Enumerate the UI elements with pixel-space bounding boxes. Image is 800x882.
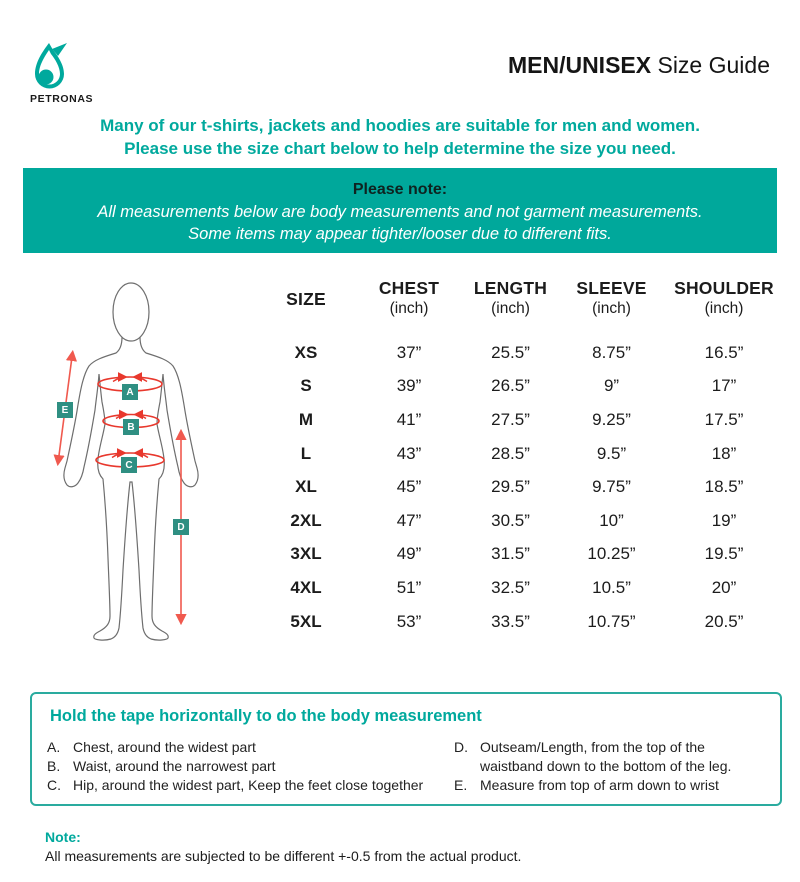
measurement-instructions-box bbox=[30, 692, 782, 806]
list-item: E. Measure from top of arm down to wrist bbox=[454, 777, 719, 793]
petronas-logo-icon bbox=[33, 42, 69, 92]
instructions-left-column bbox=[47, 738, 454, 795]
footnote-text: All measurements are subjected to be different +-0.5 from the actual product. bbox=[45, 848, 522, 864]
table-row: 5XL 53” 33.5” 10.75” 20.5” bbox=[290, 611, 744, 631]
intro-line-2: Please use the size chart below to help determine the size you need. bbox=[124, 139, 676, 158]
label-d-outseam: D bbox=[173, 519, 189, 535]
col-header-chest: CHEST (inch) bbox=[378, 278, 440, 317]
page-title-category: MEN/UNISEX bbox=[507, 52, 652, 78]
col-header-length: LENGTH (inch) bbox=[473, 278, 548, 317]
notice-title: Please note: bbox=[352, 181, 448, 198]
table-row: 4XL 51” 32.5” 10.5” 20” bbox=[290, 577, 737, 597]
footnote-label: Note: bbox=[45, 829, 81, 845]
table-row: M 41” 27.5” 9.25” 17.5” bbox=[298, 409, 744, 429]
label-a-chest: A bbox=[122, 384, 138, 400]
col-header-sleeve: SLEEVE (inch) bbox=[576, 278, 647, 317]
notice-banner bbox=[23, 168, 777, 253]
label-b-waist: B bbox=[123, 419, 139, 435]
intro-line-1: Many of our t-shirts, jackets and hoodies are suitable for men and women. bbox=[100, 116, 700, 135]
table-row: 2XL 47” 30.5” 10” 19” bbox=[290, 510, 737, 530]
notice-line-1: All measurements below are body measurements and not garment measurements. bbox=[97, 203, 703, 221]
intro-text bbox=[0, 114, 800, 160]
table-row: S 39” 26.5” 9” 17” bbox=[300, 376, 737, 396]
list-item: D. Outseam/Length, from the top of the waistband down to the bottom of the leg. bbox=[454, 739, 732, 774]
label-c-hip: C bbox=[121, 457, 137, 473]
list-item: C. Hip, around the widest part, Keep the feet close together bbox=[47, 777, 424, 793]
label-e-sleeve: E bbox=[57, 402, 73, 418]
instructions-title: Hold the tape horizontally to do the body measurement bbox=[50, 707, 482, 725]
page-title bbox=[508, 52, 770, 79]
table-row: XL 45” 29.5” 9.75” 18.5” bbox=[295, 477, 744, 497]
list-item: A. Chest, around the widest part bbox=[47, 739, 256, 755]
footnote bbox=[45, 828, 521, 866]
size-table-body bbox=[255, 336, 785, 638]
brand-name: PETRONAS bbox=[30, 93, 94, 105]
table-row: XS 37” 25.5” 8.75” 16.5” bbox=[294, 342, 744, 362]
list-item: B. Waist, around the narrowest part bbox=[47, 758, 276, 774]
size-table-header bbox=[255, 278, 785, 319]
table-row: L 43” 28.5” 9.5” 18” bbox=[300, 443, 737, 463]
size-table bbox=[255, 278, 785, 638]
table-row: 3XL 49” 31.5” 10.25” 19.5” bbox=[290, 544, 744, 564]
page-title-suffix: Size Guide bbox=[651, 52, 770, 78]
col-header-size: SIZE bbox=[286, 288, 326, 309]
instructions-columns bbox=[47, 738, 772, 795]
col-header-shoulder: SHOULDER (inch) bbox=[674, 278, 774, 317]
instructions-right-column bbox=[454, 738, 766, 795]
notice-line-2: Some items may appear tighter/looser due to different fits. bbox=[188, 225, 612, 243]
